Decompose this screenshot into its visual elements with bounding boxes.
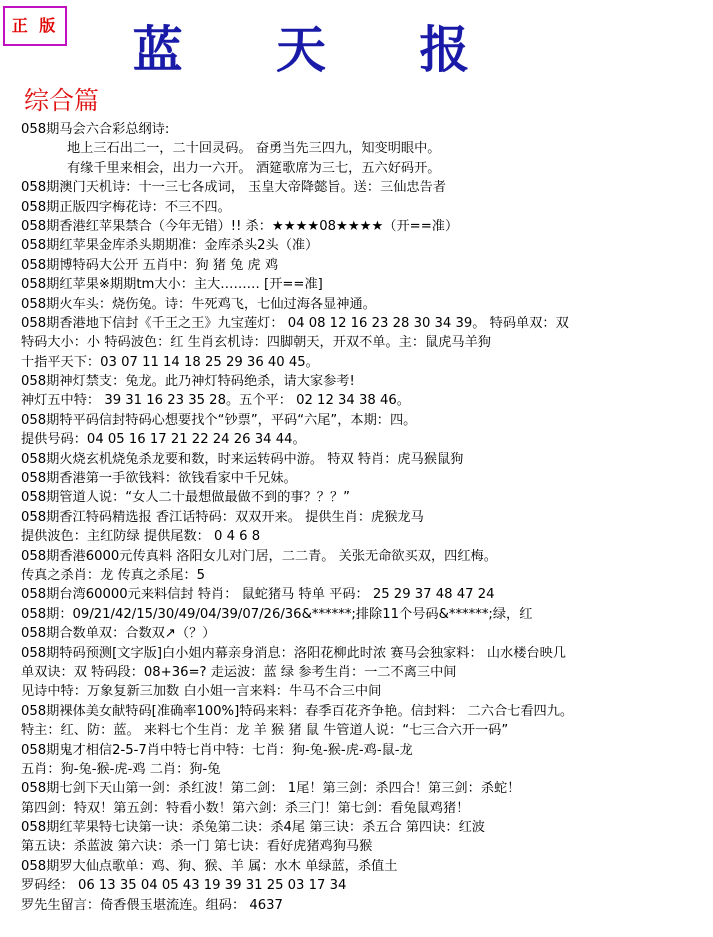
text-line: 058期香港红苹果禁合（今年无错）!! 杀：★★★★08★★★★（开==准） — [21, 218, 459, 234]
text-line: 058期：09/21/42/15/30/49/04/39/07/26/36&******;排除11个号码&******;绿，红 — [21, 606, 533, 622]
text-line: 特主：红、防：蓝。 来料七个生肖：龙 羊 猴 猪 鼠 牛管道人说：“七三合六开一码” — [21, 723, 509, 739]
text-line: 058期香港地下信封《千王之王》九宝莲灯： 04 08 12 16 23 28 30 34 39。 特码单双：双 — [21, 315, 569, 331]
text-line: 058期香港第一手欲钱料：欲钱看家中千兄妹。 — [21, 471, 297, 487]
text-line: 提供波色：主红防绿 提供尾数： 0 4 6 8 — [21, 529, 261, 545]
text-line: 058期神灯禁支：兔龙。此乃神灯特码绝杀，请大家参考! — [21, 374, 355, 390]
text-line: 罗先生留言：倚香偎玉堪流连。组码： 4637 — [21, 897, 283, 913]
section-title: 综合篇 — [24, 86, 100, 115]
text-line: 058期香江特码精选报 香江话特码：双双开来。 提供生肖：虎猴龙马 — [21, 509, 424, 525]
edition-badge: 正 版 — [3, 6, 67, 46]
text-line: 五肖：狗-兔-猴-虎-鸡 二肖：狗-兔 — [21, 761, 221, 777]
text-line: 058期管道人说：“女人二十最想做最做不到的事？？？” — [21, 490, 350, 506]
text-line: 单双诀：双 特码段：08+36=? 走运波：蓝 绿 参考生肖：一二不离三中间 — [21, 664, 457, 680]
text-line: 058期红苹果金库杀头期期准：金库杀头2头（准） — [21, 238, 319, 254]
text-line: 地上三石出二一，二十回灵码。 奋勇当先三四九，知变明眼中。 — [67, 141, 441, 157]
text-line: 058期澳门天机诗：十一三七各成词， 玉皇大帝降懿旨。送：三仙忠告者 — [21, 180, 446, 196]
text-line: 058期特码预测[文字版]白小姐内幕亲身消息：洛阳花柳此时浓 赛马会独家料： 山水楼台映几 — [21, 645, 566, 661]
text-line: 有缘千里来相会，出力一六开。 酒筵歌席为三七，五六好码开。 — [67, 160, 441, 176]
text-line: 058期博特码大公开 五肖中：狗 猪 兔 虎 鸡 — [21, 257, 279, 273]
text-line: 提供号码：04 05 16 17 21 22 24 26 34 44。 — [21, 432, 306, 448]
text-line: 058期香港6000元传真料 洛阳女儿对门居，二二青。 关张无命欲买双，四红梅。 — [21, 548, 497, 564]
text-line: 058期鬼才相信2-5-7肖中特七肖中特：七肖：狗-兔-猴-虎-鸡-鼠-龙 — [21, 742, 413, 758]
text-line: 058期马会六合彩总纲诗: — [21, 122, 170, 137]
text-line: 神灯五中特： 39 31 16 23 35 28。五个平： 02 12 34 38 46。 — [21, 393, 410, 409]
text-line: 特码大小：小 特码波色：红 生肖玄机诗：四脚朝天，开双不单。主：鼠虎马羊狗 — [21, 335, 491, 351]
text-line: 058期红苹果特七诀第一诀：杀兔第二诀：杀4尾 第三诀：杀五合 第四诀：红波 — [21, 820, 485, 836]
newspaper-title: 蓝 天 报 — [132, 20, 508, 79]
text-line: 058期火烧玄机烧兔杀龙要和数，时来运转码中游。 特双 特肖：虎马猴鼠狗 — [21, 451, 464, 467]
text-line: 058期七剑下天山第一剑：杀红波！第二剑： 1尾！第三剑：杀四合！第三剑：杀蛇！ — [21, 781, 521, 797]
text-line: 罗码经： 06 13 35 04 05 43 19 39 31 25 03 17 34 — [21, 878, 347, 894]
text-line: 058期台湾60000元来料信封 特肖： 鼠蛇猪马 特单 平码： 25 29 37 48 47 24 — [21, 587, 495, 603]
text-line: 058期特平码信封特码心想要找个“钞票”，平码“六尾”，本期：四。 — [21, 412, 417, 428]
text-line: 见诗中特：万象复新三加数 白小姐一言来料：牛马不合三中间 — [21, 684, 382, 700]
text-line: 058期正版四字梅花诗：不三不四。 — [21, 199, 231, 215]
text-line: 058期红苹果※期期tm大小：主大……… [开==准] — [21, 277, 323, 293]
text-line: 058期裸体美女献特码[准确率100%]特码来料：春季百花齐争艳。信封料： 二六合七看四九。 — [21, 703, 574, 719]
text-line: 058期罗大仙点歌单：鸡、狗、猴、羊 属：水木 单绿蓝，杀值土 — [21, 858, 398, 874]
text-line: 第四剑：特双！第五剑：特看小数！第六剑：杀三门！第七剑：看兔鼠鸡猪！ — [21, 800, 470, 816]
text-line: 058期合数单双：合数双↗（？） — [21, 626, 216, 642]
article-body — [21, 120, 705, 915]
text-line: 第五诀：杀蓝波 第六诀：杀一门 第七诀：看好虎猪鸡狗马猴 — [21, 839, 373, 855]
text-line: 传真之杀肖：龙 传真之杀尾：5 — [21, 567, 206, 583]
text-line: 十指平天下：03 07 11 14 18 25 29 36 40 45。 — [21, 354, 319, 370]
text-line: 058期火车头：烧伤兔。诗：牛死鸡飞，七仙过海各显神通。 — [21, 296, 376, 312]
